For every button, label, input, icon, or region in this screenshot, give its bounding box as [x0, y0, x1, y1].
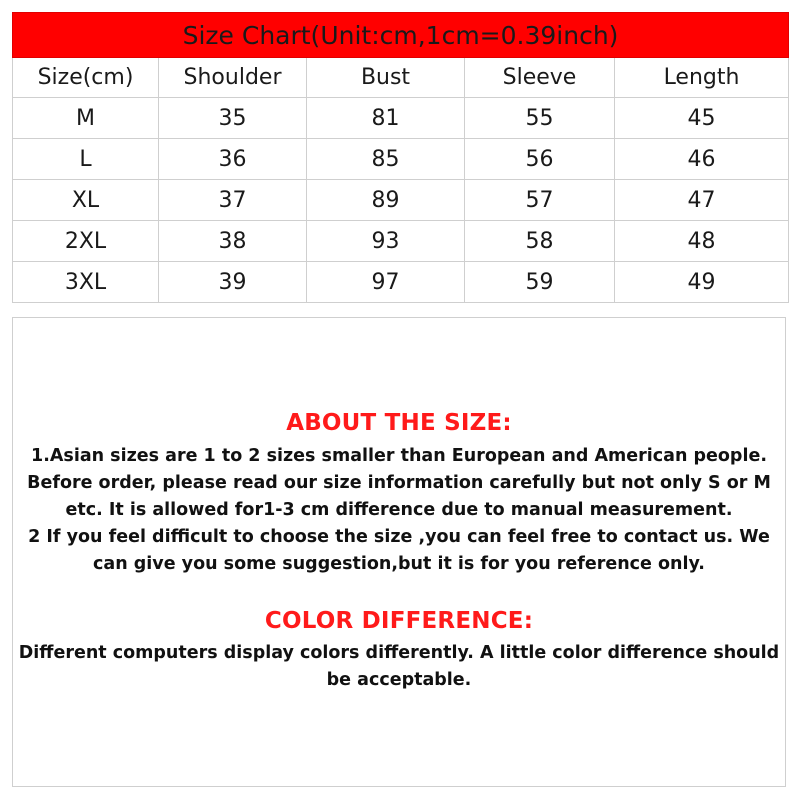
table-row [13, 180, 789, 221]
about-size-line: 1.Asian sizes are 1 to 2 sizes smaller than European and American people. [31, 446, 767, 466]
table-row [13, 262, 789, 303]
cell-sleeve: 55 [465, 98, 615, 139]
size-notice-box [12, 317, 786, 787]
cell-size: 2XL [13, 221, 159, 262]
color-difference-line: be acceptable. [326, 670, 472, 690]
color-difference-text [13, 640, 785, 694]
cell-sleeve: 58 [465, 221, 615, 262]
color-difference-line: Different computers display colors differently. A little color difference should [18, 643, 780, 663]
cell-size: L [13, 139, 159, 180]
cell-size: M [13, 98, 159, 139]
size-chart-title: Size Chart(Unit:cm,1cm=0.39inch) [13, 13, 789, 58]
about-size-line: Before order, please read our size information carefully but not only S or M [27, 473, 771, 493]
column-header-bust: Bust [307, 58, 465, 98]
column-header-sleeve: Sleeve [465, 58, 615, 98]
about-size-line: etc. It is allowed for1-3 cm difference due to manual measurement. [65, 500, 733, 520]
cell-length: 48 [615, 221, 789, 262]
cell-shoulder: 39 [159, 262, 307, 303]
cell-sleeve: 59 [465, 262, 615, 303]
about-size-heading: ABOUT THE SIZE: [286, 410, 512, 436]
cell-size: 3XL [13, 262, 159, 303]
cell-shoulder: 36 [159, 139, 307, 180]
color-difference-heading: COLOR DIFFERENCE: [264, 608, 534, 634]
about-size-line: can give you some suggestion,but it is for you reference only. [93, 554, 705, 574]
about-size-text [13, 443, 785, 578]
cell-length: 47 [615, 180, 789, 221]
cell-length: 45 [615, 98, 789, 139]
table-row [13, 139, 789, 180]
column-header-size: Size(cm) [13, 58, 159, 98]
cell-sleeve: 56 [465, 139, 615, 180]
table-row [13, 221, 789, 262]
cell-size: XL [13, 180, 159, 221]
cell-shoulder: 35 [159, 98, 307, 139]
about-size-line: 2 If you feel difficult to choose the size ,you can feel free to contact us. We [28, 527, 770, 547]
cell-bust: 81 [307, 98, 465, 139]
column-header-row [13, 58, 789, 98]
cell-bust: 97 [307, 262, 465, 303]
cell-shoulder: 38 [159, 221, 307, 262]
cell-length: 46 [615, 139, 789, 180]
column-header-shoulder: Shoulder [159, 58, 307, 98]
cell-sleeve: 57 [465, 180, 615, 221]
column-header-length: Length [615, 58, 789, 98]
size-chart-title-row [13, 13, 789, 58]
cell-bust: 89 [307, 180, 465, 221]
cell-shoulder: 37 [159, 180, 307, 221]
cell-bust: 93 [307, 221, 465, 262]
table-row [13, 98, 789, 139]
cell-bust: 85 [307, 139, 465, 180]
size-chart-table [12, 12, 789, 303]
cell-length: 49 [615, 262, 789, 303]
